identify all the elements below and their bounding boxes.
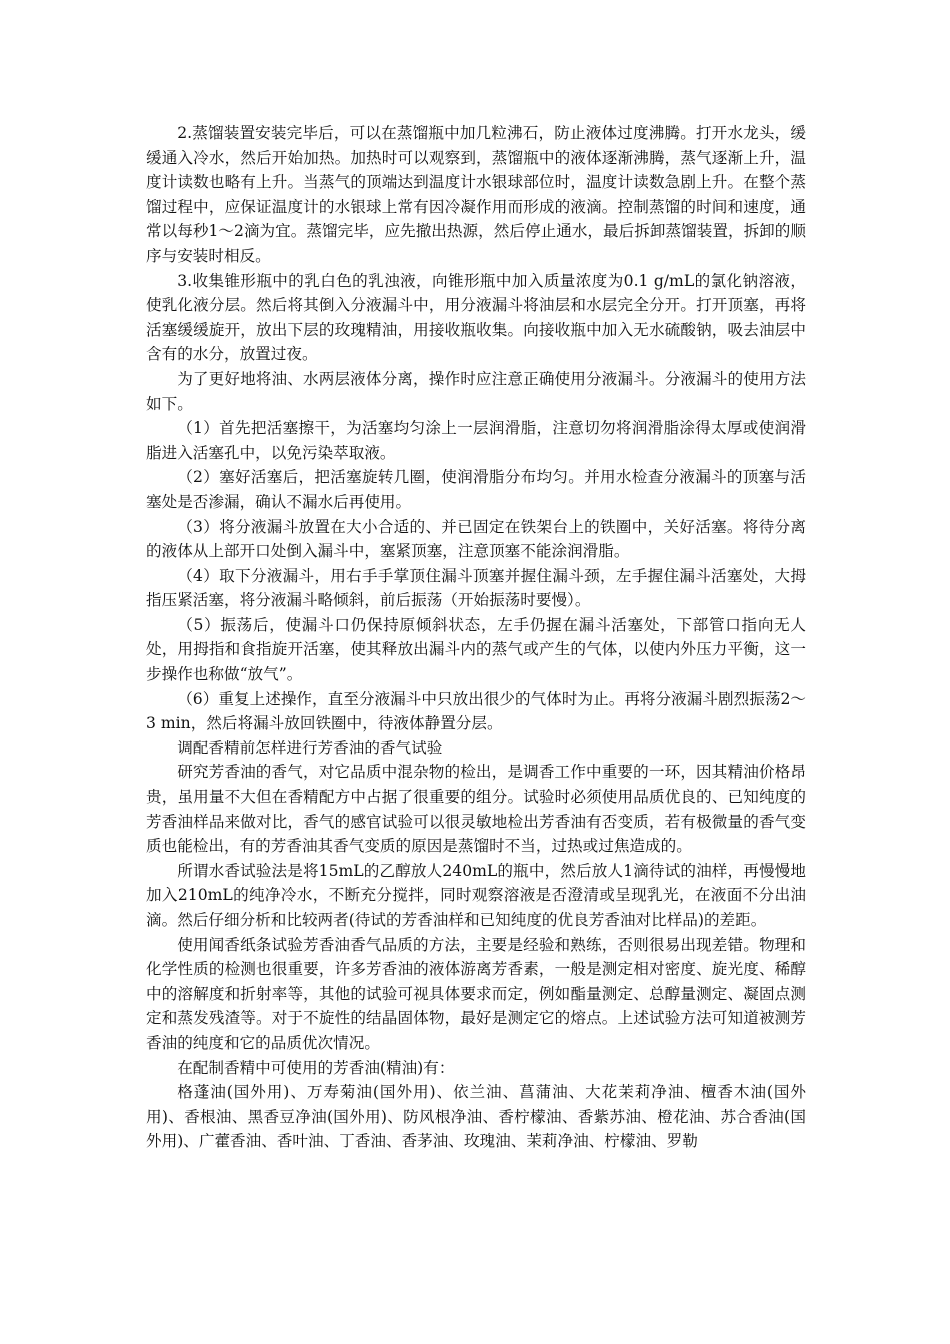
section-heading-aroma-test: 调配香精前怎样进行芳香油的香气试验 <box>177 738 443 757</box>
paragraph-scent-strip-test: 使用闻香纸条试验芳香油香气品质的方法，主要是经验和熟练，否则很易出现差错。物理和化学性质的检测也很重要，许多芳香油的液体游离芳香素，一般是测定相对密度、旋光度、稀醇中的溶解度和折射率等，其他的试验可视具体要求而定，例如酯量测定、总醇量测定、凝固点测定和蒸发残渣等。对于不旋性的结晶固体物，最好是测定它的熔点。上述试验方法可知道被测芳香油的纯度和它的品质优次情况。 <box>146 935 806 1052</box>
paragraph-aroma-research: 研究芳香油的香气，对它品质中混杂物的检出，是调香工作中重要的一环，因其精油价格昂贵，虽用量不大但在香精配方中占据了很重要的组分。试验时必须使用品质优良的、已知纯度的芳香油样品来做对比，香气的感官试验可以很灵敏地检出芳香油有否变质，若有极微量的香气变质也能检出，有的芳香油其香气变质的原因是蒸馏时不当，过热或过焦造成的。 <box>146 763 806 856</box>
paragraph-step-2: （2）塞好活塞后，把活塞旋转几圈，使润滑脂分布均匀。并用水检查分液漏斗的顶塞与活塞处是否渗漏，确认不漏水后再使用。 <box>146 468 806 511</box>
paragraph-water-aroma-test: 所谓水香试验法是将15mL的乙醇放人240mL的瓶中，然后放人1滴待试的油样，再慢慢地加入210mL的纯净冷水，不断充分搅拌，同时观察溶液是否澄清或呈现乳光，在液面不分出油滴。然后仔细分析和比较两者(待试的芳香油样和已知纯度的优良芳香油对比样品)的差距。 <box>146 861 806 929</box>
paragraph-distillation-procedure: 2.蒸馏装置安装完毕后，可以在蒸馏瓶中加几粒沸石，防止液体过度沸腾。打开水龙头，缓缓通入冷水，然后开始加热。加热时可以观察到，蒸馏瓶中的液体逐渐沸腾，蒸气逐渐上升，温度计读数也略有上升。当蒸气的顶端达到温度计水银球部位时，温度计读数急剧上升。在整个蒸馏过程中，应保证温度计的水银球上常有因冷凝作用而形成的液滴。控制蒸馏的时间和速度，通常以每秒1～2滴为宜。蒸馏完毕，应先撤出热源，然后停止通水，最后拆卸蒸馏装置，拆卸的顺序与安装时相反。 <box>146 124 806 265</box>
document-body <box>146 121 806 1154</box>
paragraph-step-3: （3）将分液漏斗放置在大小合适的、并已固定在铁架台上的铁圈中，关好活塞。将待分离的液体从上部开口处倒入漏斗中，塞紧顶塞，注意顶塞不能涂润滑脂。 <box>146 517 806 561</box>
paragraph-essential-oils-list: 格蓬油(国外用)、万寿菊油(国外用)、依兰油、菖蒲油、大花茉莉净油、檀香木油(国外用)、香根油、黑香豆净油(国外用)、防风根净油、香柠檬油、香紫苏油、橙花油、苏合香油(国外用)、广藿香油、香叶油、丁香油、香茅油、玫瑰油、茉莉净油、柠檬油、罗勒 <box>146 1083 806 1151</box>
paragraph-step-4: （4）取下分液漏斗，用右手手掌顶住漏斗顶塞并握住漏斗颈，左手握住漏斗活塞处，大拇指压紧活塞，将分液漏斗略倾斜，前后振荡（开始振荡时要慢）。 <box>146 566 806 610</box>
paragraph-step-6: （6）重复上述操作，直至分液漏斗中只放出很少的气体时为止。再将分液漏斗剧烈振荡2～3 min，然后将漏斗放回铁圈中，待液体静置分层。 <box>146 689 806 733</box>
paragraph-separatory-funnel-intro: 为了更好地将油、水两层液体分离，操作时应注意正确使用分液漏斗。分液漏斗的使用方法如下。 <box>146 369 806 413</box>
paragraph-oil-collection: 3.收集锥形瓶中的乳白色的乳浊液，向锥形瓶中加入质量浓度为0.1 g/mL的氯化钠溶液，使乳化液分层。然后将其倒入分液漏斗中，用分液漏斗将油层和水层完全分开。打开顶塞，再将活塞缓缓旋开，放出下层的玫瑰精油，用接收瓶收集。向接收瓶中加入无水硫酸钠，吸去油层中含有的水分，放置过夜。 <box>146 271 806 364</box>
paragraph-essential-oils-intro: 在配制香精中可使用的芳香油(精油)有： <box>177 1058 455 1077</box>
paragraph-step-5: （5）振荡后，使漏斗口仍保持原倾斜状态，左手仍握在漏斗活塞处，下部管口指向无人处，用拇指和食指旋开活塞，使其释放出漏斗内的蒸气或产生的气体，以使内外压力平衡，这一步操作也称做“放气”。 <box>146 615 806 684</box>
paragraph-step-1: （1）首先把活塞擦干，为活塞均匀涂上一层润滑脂，注意切勿将润滑脂涂得太厚或使润滑脂进入活塞孔中，以免污染萃取液。 <box>146 419 806 462</box>
